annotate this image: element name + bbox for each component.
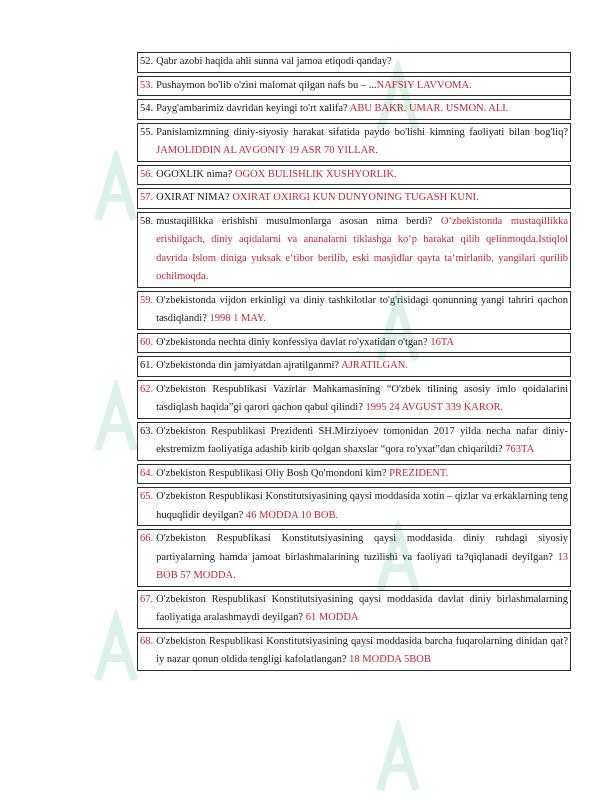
question-number: 55. <box>140 126 154 138</box>
question-body <box>156 100 568 119</box>
question-item <box>137 632 571 671</box>
question-text: Qabr azobi haqida ahli sunna val jamoa etiqodi qanday? <box>156 56 392 67</box>
question-item <box>137 529 571 587</box>
answer-text: NAFSIY LAVVOMA. <box>376 79 472 91</box>
question-text: O'zbekiston Respublikasi Vazirlar Mahkamasining “O'zbek tilining asosiy imlo qoidalarini tasdiqlash haqida”gi qarori qachon qabul qilindi? <box>156 383 568 413</box>
question-item <box>137 487 571 526</box>
question-body <box>156 334 568 353</box>
question-text: OGOXLIK nima? <box>156 168 235 180</box>
question-text: O'zbekiston Respublikasi Konstitutsiyasining qaysi moddasida xotin – qizlar va erkaklarning teng huquqlidir deyilgan? <box>156 491 568 521</box>
answer-text: 1995 24 AVGUST 339 KAROR. <box>365 402 504 413</box>
question-text: O'zbekistonda din jamiyatdan ajratilganmi? <box>156 360 342 371</box>
question-item <box>137 333 571 354</box>
question-body <box>156 53 568 72</box>
answer-text: 16TA <box>430 336 455 348</box>
question-body <box>156 77 568 96</box>
question-text: Panislamizmning diniy-siyosiy harakat sifatida paydo bo'lishi kimning faoliyati bilan bog'liq? <box>156 126 568 138</box>
question-item <box>137 356 571 377</box>
question-text: O'zbekiston Respublikasi Konstitutsiyasining qaysi moddasida diniy ruhdagi siyosiy partiyalarning hamda jamoat birlashmalarining tuzilishi va faoliyati ta?qiqlanadi deyilgan? <box>156 533 568 563</box>
question-body <box>156 124 568 161</box>
question-text: O'zbekiston Respublikasi Konstitutsiyasining qaysi moddasida barcha fuqarolarning dinidan qat?iy nazar qonun oldida tengligi kafolatlangan? <box>156 635 568 665</box>
watermark-logo <box>370 720 426 800</box>
question-number: 61. <box>140 360 154 371</box>
question-item <box>137 76 571 97</box>
question-item <box>137 291 571 330</box>
question-body <box>156 465 568 484</box>
question-number: 60. <box>140 336 154 348</box>
question-item <box>137 380 571 419</box>
answer-text: 763TA <box>505 444 535 455</box>
question-text: OXIRAT NIMA? <box>156 192 233 203</box>
question-body <box>156 488 568 525</box>
question-number: 54. <box>140 103 154 114</box>
answer-text: 13 BOB 57 MODDA. <box>156 551 568 581</box>
answer-text: 46 MODDA 10 BOB. <box>245 509 339 521</box>
question-item <box>137 123 571 162</box>
question-number: 63. <box>140 425 154 437</box>
question-body <box>156 166 568 185</box>
question-number: 62. <box>140 383 154 395</box>
watermark-logo <box>88 610 144 690</box>
question-number: 64. <box>140 467 154 479</box>
question-body <box>156 381 568 418</box>
question-body <box>156 357 568 376</box>
question-number: 59. <box>140 294 154 306</box>
answer-text: 61 MODDA <box>305 612 359 623</box>
answer-text: ABU BAKR. UMAR. USMON. ALI. <box>349 103 509 114</box>
answer-text: PREZIDENT. <box>389 467 449 479</box>
question-number: 56. <box>140 168 154 180</box>
question-body <box>156 633 568 670</box>
question-item <box>137 99 571 120</box>
question-body <box>156 423 568 460</box>
question-text: Payg'ambarimiz davridan keyingi to'rt xalifa? <box>156 103 350 114</box>
question-body <box>156 292 568 329</box>
question-number: 52. <box>140 56 154 67</box>
question-text: O'zbekiston Respublikasi Oliy Bosh Qo'mondoni kim? <box>156 467 390 479</box>
question-item <box>137 165 571 186</box>
question-number: 66. <box>140 533 154 544</box>
answer-text: 1998 1 MAY. <box>209 313 266 324</box>
question-text: O'zbekiston Respublikasi Konstitutsiyasining qaysi moddasida davlat diniy birlashmalarning faoliyatiga aralashmaydi deyilgan? <box>156 593 568 623</box>
question-body <box>156 530 568 586</box>
question-text: O'zbekistonda vijdon erkinligi va diniy tashkilotlar to'g'risidagi qonunning yangi tahriri qachon tasdiqlandi? <box>156 294 568 324</box>
question-number: 53. <box>140 79 154 91</box>
answer-text: AJRATILGAN. <box>341 360 408 371</box>
question-item <box>137 422 571 461</box>
question-item <box>137 212 571 288</box>
answer-text: O‘zbekistonda mustaqillikka erishilgach, diniy aqidalarni va ananalarni tiklashga ko‘p harakat qilib qelinmoqda.Istiqlol davrida Islom diniga yuksak e‘tibor berilib, eski masjidlar qayta ta‘mirlanib, yangilari qurilib ochilmoqda. <box>156 215 568 282</box>
question-number: 67. <box>140 593 154 605</box>
answer-text: OXIRAT OXIRGI KUN DUNYONING TUGASH KUNI. <box>232 192 479 203</box>
question-number: 58. <box>140 215 154 227</box>
watermark-logo <box>88 150 144 230</box>
question-item <box>137 52 571 73</box>
question-list <box>137 52 571 674</box>
question-number: 65. <box>140 491 154 502</box>
question-number: 57. <box>140 192 154 203</box>
question-body <box>156 189 568 208</box>
question-body <box>156 213 568 287</box>
watermark-logo <box>88 380 144 460</box>
question-item <box>137 188 571 209</box>
question-text: mustaqillikka erishishi musulmonlarga asosan nima berdi? <box>156 215 441 227</box>
question-item <box>137 590 571 629</box>
question-item <box>137 464 571 485</box>
question-body <box>156 591 568 628</box>
question-text: Pushaymon bo'lib o'zini malomat qilgan nafs bu – ... <box>156 79 377 91</box>
answer-text: JAMOLIDDIN AL AVGONIY 19 ASR 70 YILLAR. <box>156 145 378 156</box>
question-text: O'zbekiston Respublikasi Prezidenti SH.Mirziyoev tomonidan 2017 yilda necha nafar diniy-ekstremizm faoliyatiga adashib kirib qolgan shaxslar “qora ro'yxat”dan chiqarildi? <box>156 425 568 455</box>
answer-text: OGOX BULISHLIK XUSHYORLIK. <box>234 168 397 180</box>
question-text: O'zbekistonda nechta diniy konfessiya davlat ro'yxatidan o'tgan? <box>156 336 431 348</box>
answer-text: 18 MODDA 5BOB <box>349 654 431 665</box>
question-number: 68. <box>140 635 154 647</box>
